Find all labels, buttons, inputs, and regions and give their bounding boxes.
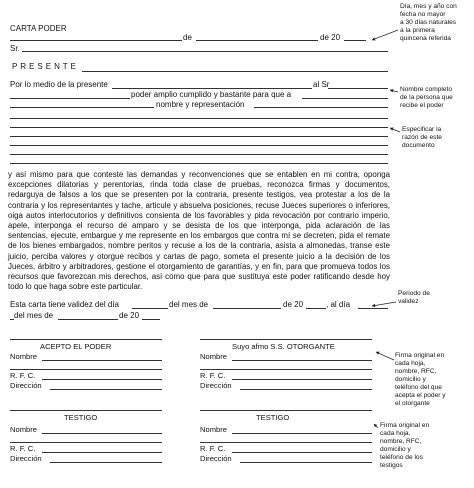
nombre-label: Nombre <box>10 425 38 434</box>
note-date: Día, mes y año con fecha no mayor a 30 días naturales a la primera quincena referida <box>400 3 457 42</box>
nombre-label: Nombre <box>200 425 228 434</box>
validity-text-2: del mes de <box>169 300 209 309</box>
rfc-label: R. F. C. <box>200 371 226 380</box>
arrow-witness <box>374 424 378 428</box>
arrow-date <box>372 30 398 40</box>
direccion-label: Dirección <box>10 381 42 390</box>
nombre-rep-text: nombre y representación <box>156 100 245 109</box>
note-period: Periodo de validez <box>398 290 430 305</box>
note-person: Nombre completo de la persona que recibe el poder <box>400 86 453 109</box>
note-signature: Firma original en cada hoja, nombre, RFC, domicilio y teléfono del que acepta el poder y el otorgante <box>395 352 446 407</box>
powers-paragraph: y así mismo para que conteste las demandas y reconvenciones que se entablen en mi contra, oponga excepciones dilatorias y perentorias, rinda toda clase de pruebas, reconozca firmas y documentos, redarguya de falsos a los que se presenten por la contraria, presente testigos, vea protestar a los de la contraria y los representantes y tache, articule y absuelva posiciones, recuse Jueces superiores o inferiores, oiga autos interlocutorios y definitivos consienta de los favorables y pida revocación por contrario imperio, apele, interponga el recurso de amparo y se desista de los que interponga, pida aclaración de las sentencias, ejecute, embargue y me represente en los embargos que contra mí se decreten, pida el remate de los bienes embargados, nombre peritos y recuse a los de la contraria, asista a almonedas, transe este juicio, perciba valores y otorgue recibos y cartas de pago, someta el presente juicio a la decisión de los Jueces, árbitro y arbitradores, gestione el otorgamiento de garantías, y en fin, para que promueva todos los recursos que favorezcan mis derechos, así como que para que sustituya este poder ratificando desde hoy todo lo que haga sobre este particular. <box>8 170 390 292</box>
rfc-label: R. F. C. <box>10 444 36 453</box>
nombre-label: Nombre <box>200 352 228 361</box>
testigo-label: TESTIGO <box>256 413 290 422</box>
arrow-period <box>372 302 396 306</box>
rfc-label: R. F. C. <box>200 444 226 453</box>
validity-text-5: del mes de <box>14 311 54 320</box>
document-title: CARTA PODER <box>10 24 67 33</box>
nombre-label: Nombre <box>10 352 38 361</box>
rfc-label: R. F. C. <box>10 371 36 380</box>
validity-text-1: Esta carta tiene validez del día <box>10 300 119 309</box>
note-witness: Firma original en cada hoja, nombre, RFC, domicilio y teléfono de los testigos <box>380 422 430 469</box>
direccion-label: Dirección <box>10 454 42 463</box>
validity-text-6: de 20 <box>119 311 140 320</box>
acepto-label: ACEPTO EL PODER <box>40 342 112 351</box>
sr-label: Sr. <box>10 44 20 53</box>
direccion-label: Dirección <box>200 381 232 390</box>
intro-text: Por lo medio de la presente <box>10 80 108 89</box>
arrow-reason <box>390 128 400 132</box>
validity-text-3: de 20 <box>283 300 304 309</box>
presente-label: P R E S E N T E <box>12 62 77 71</box>
testigo-label: TESTIGO <box>64 413 98 422</box>
otorgante-label: Suyo afmo S.S. OTORGANTE <box>232 342 335 351</box>
date-de-label-1: de <box>183 33 192 42</box>
arrow-person <box>390 90 398 92</box>
arrow-signature <box>376 352 394 360</box>
note-reason: Especificar la razón de este documento <box>402 126 442 149</box>
validity-text-4: , al día <box>326 300 351 309</box>
poder-amplio-text: poder amplio cumplido y bastante para que a <box>131 90 292 99</box>
direccion-label: Dirección <box>200 454 232 463</box>
al-sr-label: al Sr <box>313 80 330 89</box>
date-de-label-2: de 20 <box>320 33 341 42</box>
